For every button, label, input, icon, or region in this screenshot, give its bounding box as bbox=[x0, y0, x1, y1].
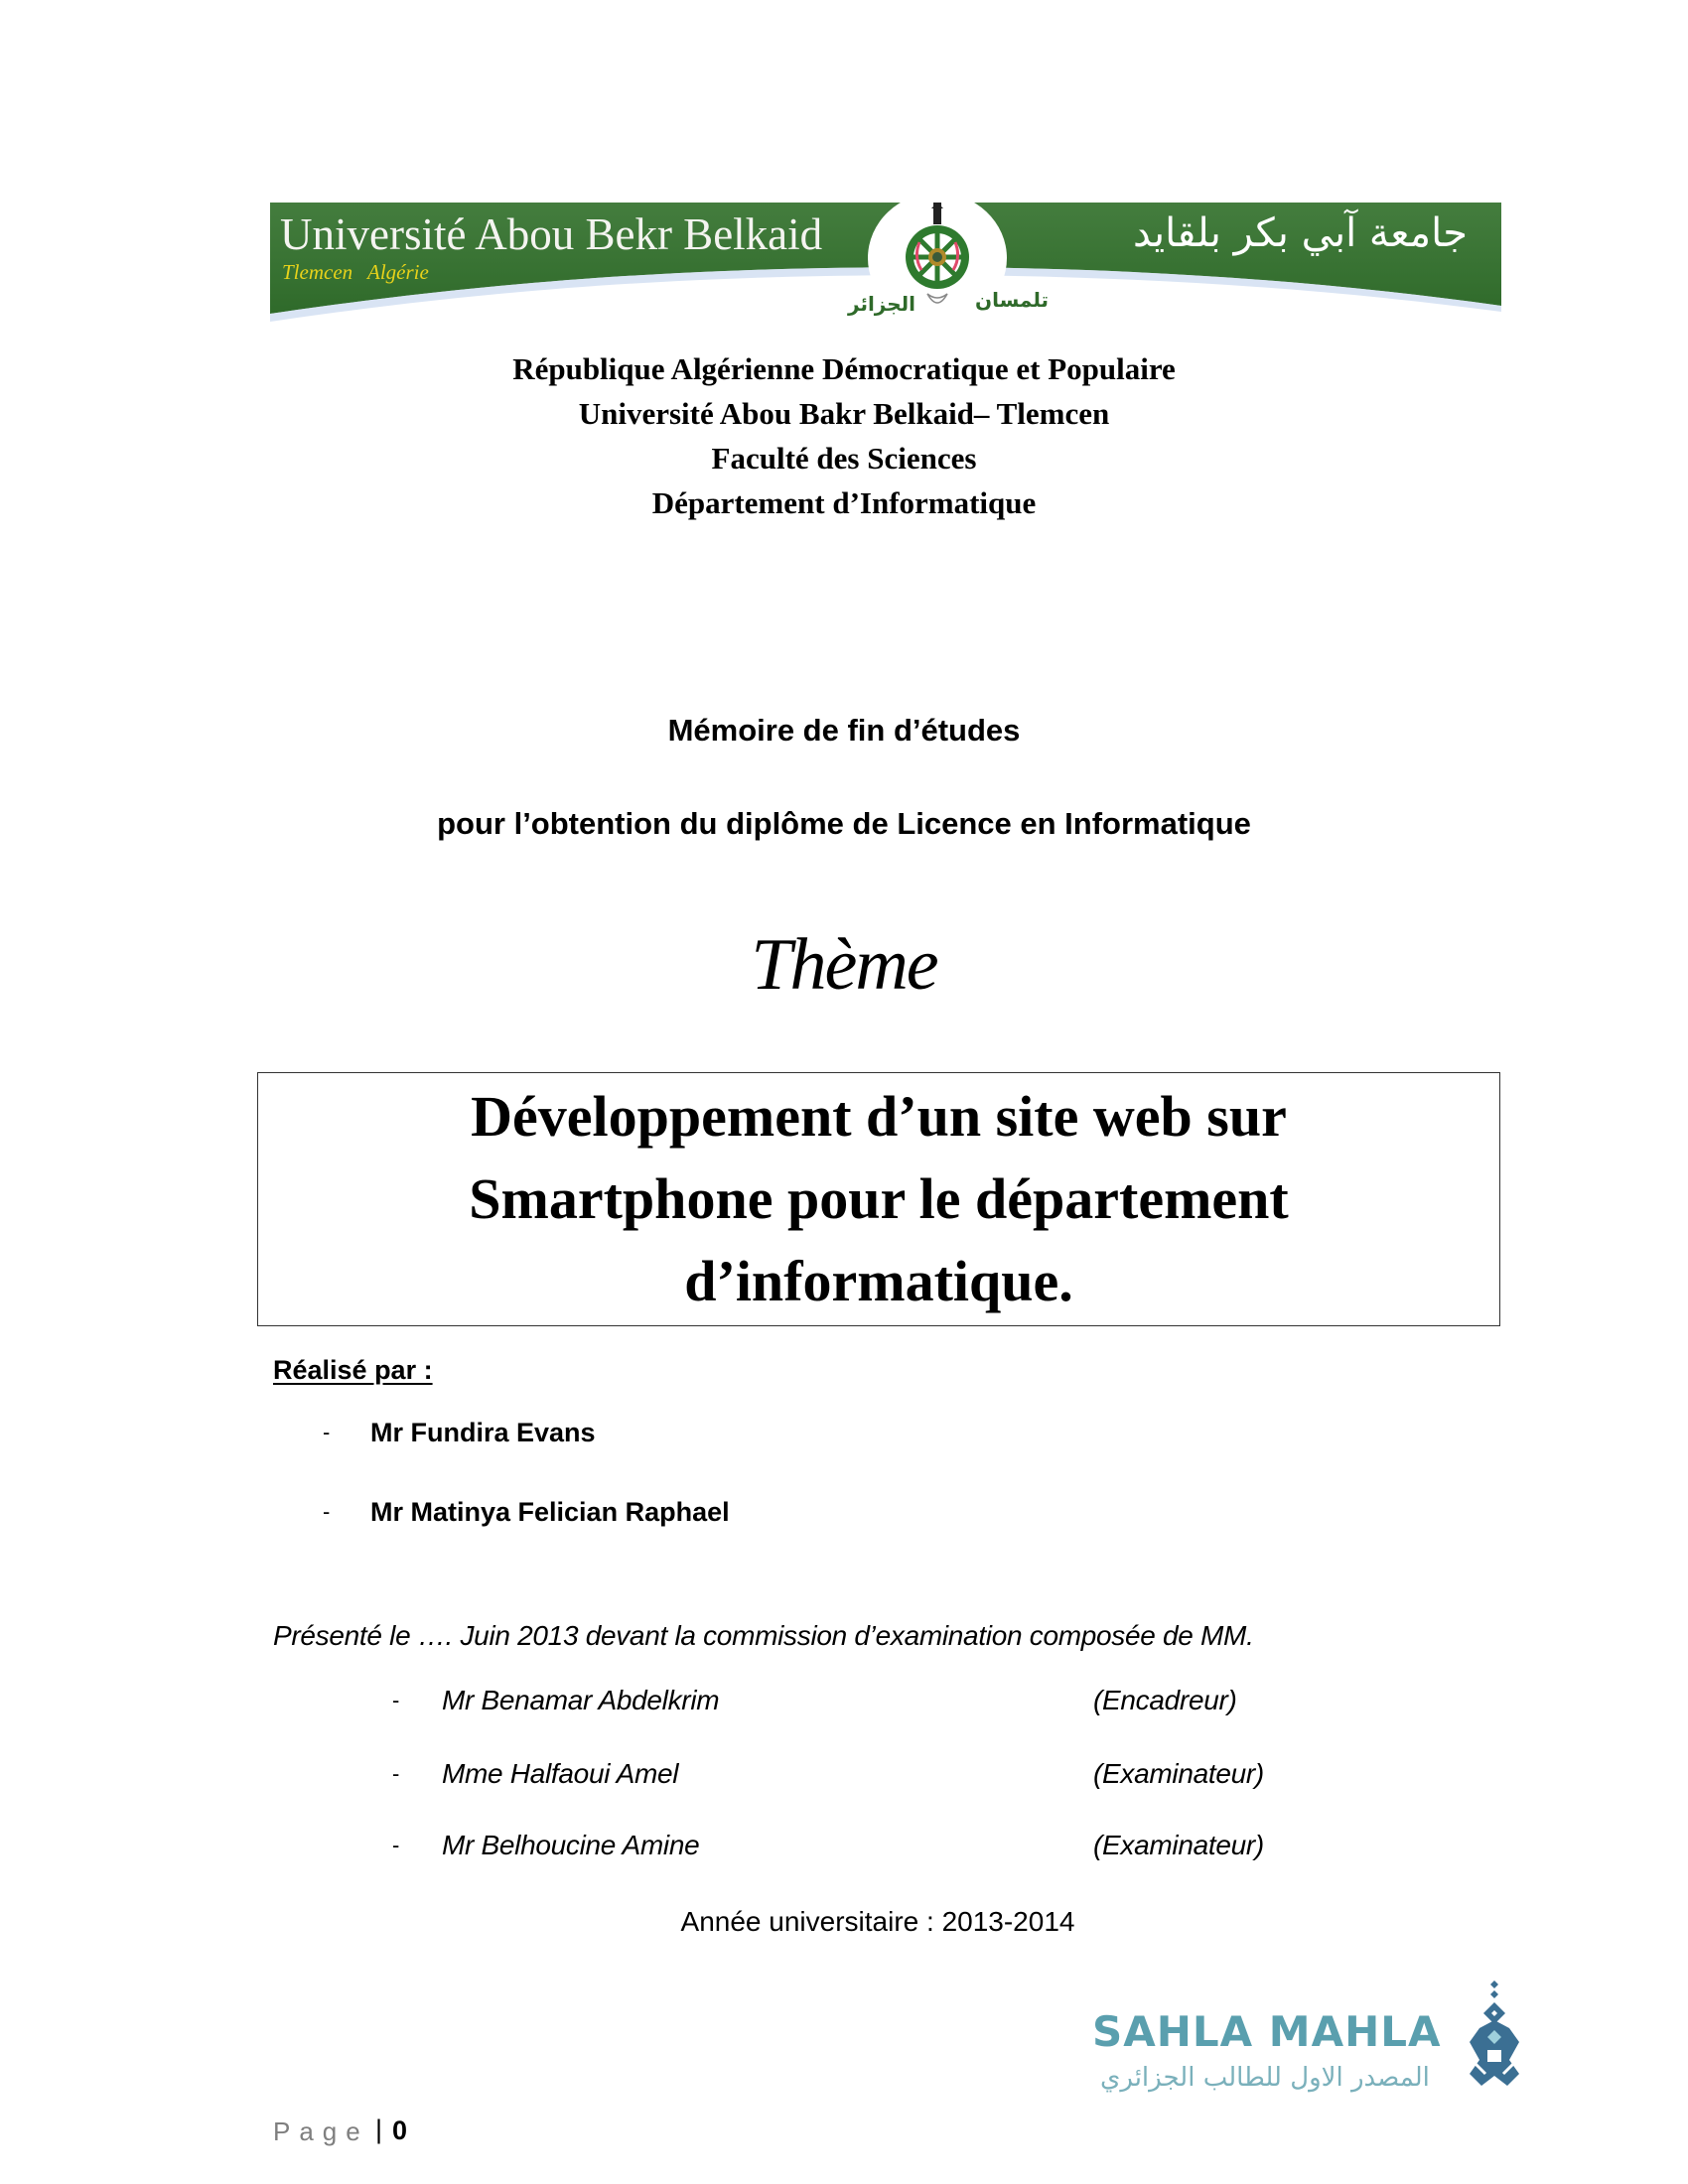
institution-line-university: Université Abou Bakr Belkaid– Tlemcen bbox=[578, 396, 1110, 431]
author-name: Mr Matinya Felician Raphael bbox=[370, 1497, 730, 1527]
university-banner bbox=[270, 203, 1501, 324]
jury-bullet: - bbox=[392, 1833, 400, 1857]
banner-city-ar: تلمسان bbox=[975, 288, 1050, 312]
banner-title-fr: Université Abou Bekr Belkaid bbox=[280, 209, 823, 259]
jury-bullet: - bbox=[392, 1688, 400, 1712]
banner-title-ar: جامعة آبي بكر بلقايد bbox=[1132, 210, 1468, 256]
jury-member-name: Mr Belhoucine Amine bbox=[442, 1830, 700, 1860]
institution-line-faculty: Faculté des Sciences bbox=[711, 441, 977, 476]
thesis-title-line-3: d’informatique. bbox=[684, 1249, 1073, 1313]
memoire-subtitle: pour l’obtention du diplôme de Licence en Informatique bbox=[437, 806, 1251, 841]
jury-member-role: (Examinateur) bbox=[1093, 1758, 1264, 1789]
thesis-title-line-1: Développement d’un site web sur bbox=[471, 1084, 1287, 1149]
author-bullet: - bbox=[323, 1499, 331, 1524]
watermark-tagline-ar: المصدر الاول للطالب الجزائري bbox=[1100, 2063, 1430, 2093]
watermark-name: SAHLA MAHLA bbox=[1092, 2007, 1442, 2056]
institution-line-republic: République Algérienne Démocratique et Populaire bbox=[512, 351, 1176, 386]
sahla-mahla-emblem-icon bbox=[1460, 1980, 1529, 2090]
page-number: 0 bbox=[392, 2116, 408, 2145]
academic-year: Année universitaire : 2013-2014 bbox=[680, 1906, 1075, 1937]
thesis-title-line-2: Smartphone pour le département bbox=[469, 1166, 1289, 1231]
jury-member-role: (Examinateur) bbox=[1093, 1830, 1264, 1860]
banner-country-ar: الجزائر bbox=[848, 292, 916, 316]
jury-member-role: (Encadreur) bbox=[1093, 1685, 1237, 1715]
author-name: Mr Fundira Evans bbox=[370, 1418, 596, 1447]
author-bullet: - bbox=[323, 1420, 331, 1444]
jury-bullet: - bbox=[392, 1761, 400, 1786]
jury-member-name: Mme Halfaoui Amel bbox=[442, 1758, 679, 1789]
authors-heading: Réalisé par : bbox=[273, 1355, 433, 1385]
jury-member-name: Mr Benamar Abdelkrim bbox=[442, 1685, 720, 1715]
theme-label: Thème bbox=[751, 924, 937, 1006]
institution-line-department: Département d’Informatique bbox=[651, 485, 1037, 520]
page-separator: | bbox=[375, 2115, 383, 2144]
banner-subtitle-fr: Tlemcen Algérie bbox=[282, 260, 429, 284]
thesis-title-box bbox=[257, 1072, 1500, 1326]
memoire-title: Mémoire de fin d’études bbox=[667, 713, 1021, 748]
jury-intro: Présenté le …. Juin 2013 devant la commission d’examination composée de MM. bbox=[273, 1620, 1254, 1651]
page-label: Page bbox=[273, 2116, 369, 2146]
